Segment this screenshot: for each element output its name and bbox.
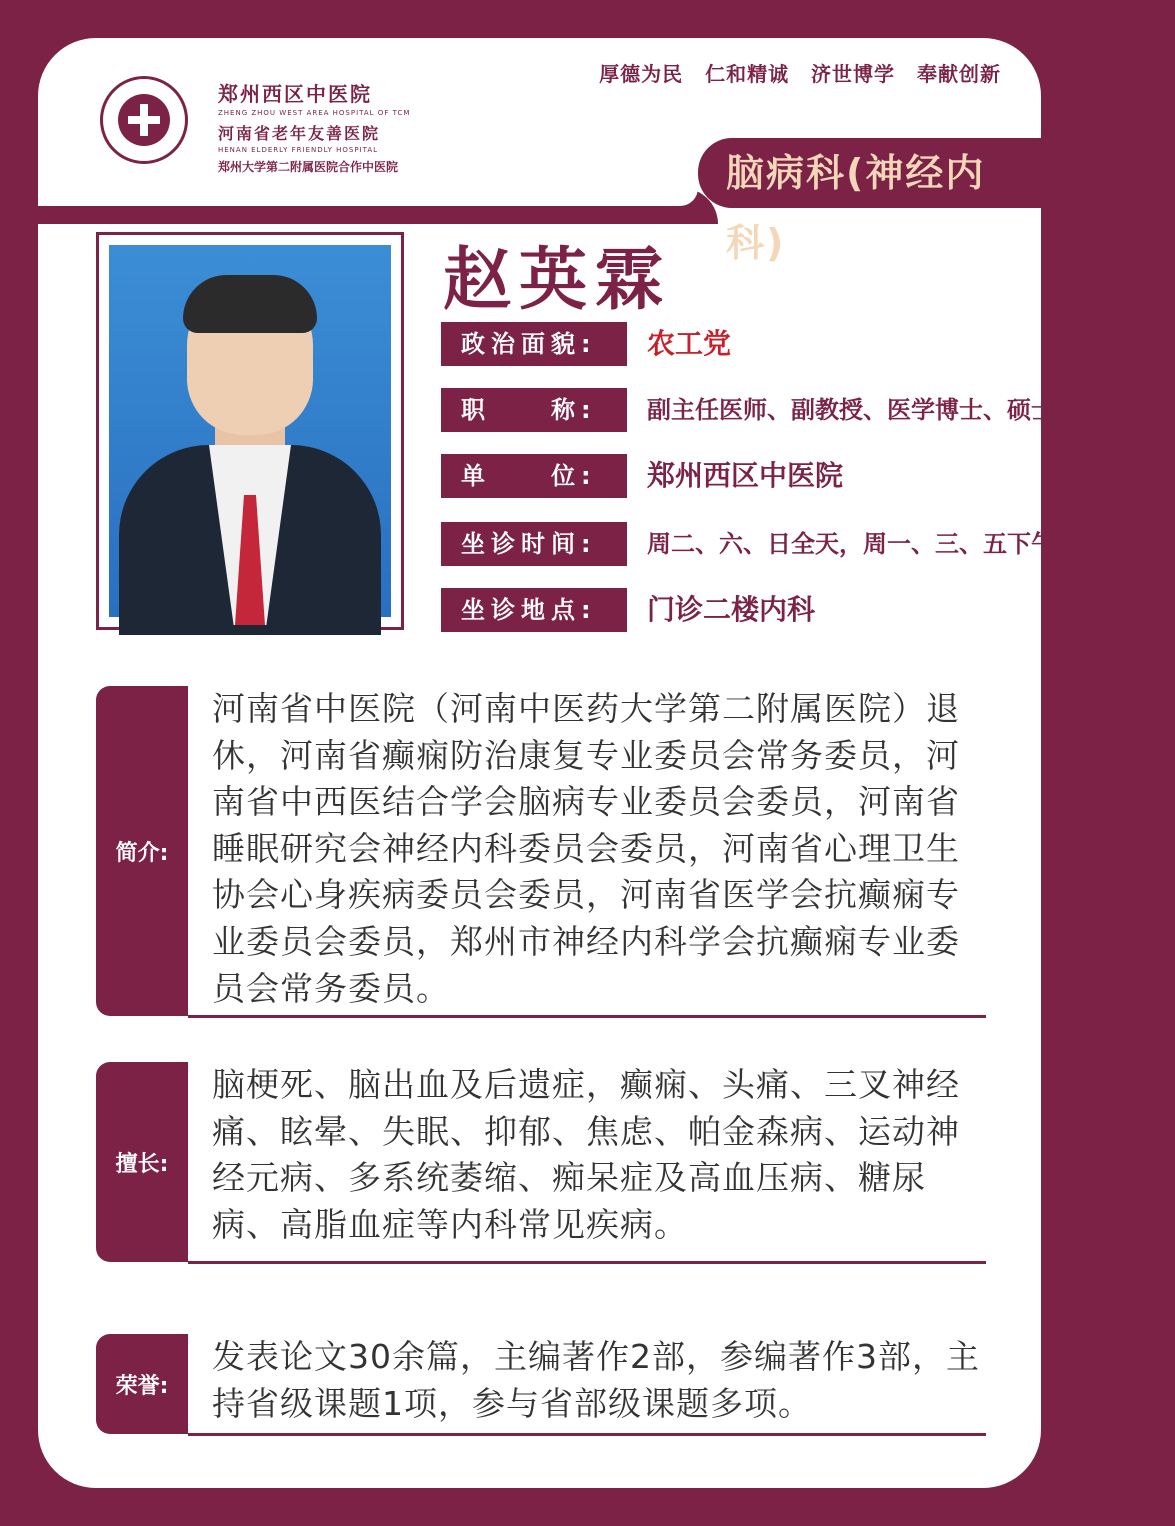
section-text: 发表论文30余篇，主编著作2部，参编著作3部，主持省级课题1项，参与省部级课题多项。 (212, 1337, 980, 1423)
info-label: 政治面貌: (441, 322, 627, 366)
info-value: 农工党 (647, 327, 732, 360)
hospital-seal-icon (100, 76, 188, 164)
info-row-title (441, 388, 1175, 432)
info-value: 郑州西区中医院 (647, 459, 844, 492)
cooperation-text: 郑州大学第二附属医院合作中医院 (218, 160, 399, 174)
info-value: 门诊二楼内科 (647, 593, 816, 626)
doctor-photo-frame (96, 232, 404, 630)
doctor-photo (109, 245, 391, 617)
doctor-name: 赵英霖 (443, 241, 672, 320)
hospital-names (218, 78, 410, 175)
info-value: 副主任医师、副教授、医学博士、硕士研究生导师 (647, 396, 1175, 424)
section-intro (96, 686, 986, 1018)
info-label: 坐诊时间: (441, 522, 627, 566)
section-label: 擅长: (96, 1062, 188, 1262)
hospital-logo (100, 76, 520, 186)
section-honors (96, 1334, 986, 1436)
poster-card (38, 38, 1175, 1488)
section-label: 简介: (96, 686, 188, 1016)
hospital2-name-en: HENAN ELDERLY FRIENDLY HOSPITAL (218, 146, 379, 154)
section-specialty (96, 1062, 986, 1264)
info-label: 坐诊地点: (441, 588, 627, 632)
motto: 厚德为民 仁和精诚 济世博学 奉献创新 (599, 62, 1001, 86)
section-label: 荣誉: (96, 1334, 188, 1434)
hospital-name-cn: 郑州西区中医院 (218, 82, 372, 106)
hospital-name-en: ZHENG ZHOU WEST AREA HOSPITAL OF TCM (218, 109, 411, 117)
department-badge: 脑病科(神经内科) (698, 138, 1043, 208)
section-text: 脑梗死、脑出血及后遗症，癫痫、头痛、三叉神经痛、眩晕、失眠、抑郁、焦虑、帕金森病、运动神经元病、多系统萎缩、痴呆症及高血压病、糖尿病、高脂血症等内科常见疾病。 (212, 1065, 960, 1244)
info-row-political (441, 322, 1041, 366)
info-label: 单 位: (441, 454, 627, 498)
section-text: 河南省中医院（河南中医药大学第二附属医院）退休，河南省癫痫防治康复专业委员会常务委员，河南省中西医结合学会脑病专业委员会委员，河南省睡眠研究会神经内科委员会委员，河南省心理卫生协会心身疾病委员会委员，河南省医学会抗癫痫专业委员会委员，郑州市神经内科学会抗癫痫专业委员会常务委员。 (212, 689, 960, 1008)
info-label: 职 称: (441, 388, 627, 432)
info-row-schedule (441, 522, 1055, 566)
hospital2-name-cn: 河南省老年友善医院 (218, 124, 381, 143)
info-row-unit (441, 454, 1041, 498)
info-row-location (441, 588, 1041, 632)
info-value: 周二、六、日全天，周一、三、五下午 (647, 530, 1055, 558)
